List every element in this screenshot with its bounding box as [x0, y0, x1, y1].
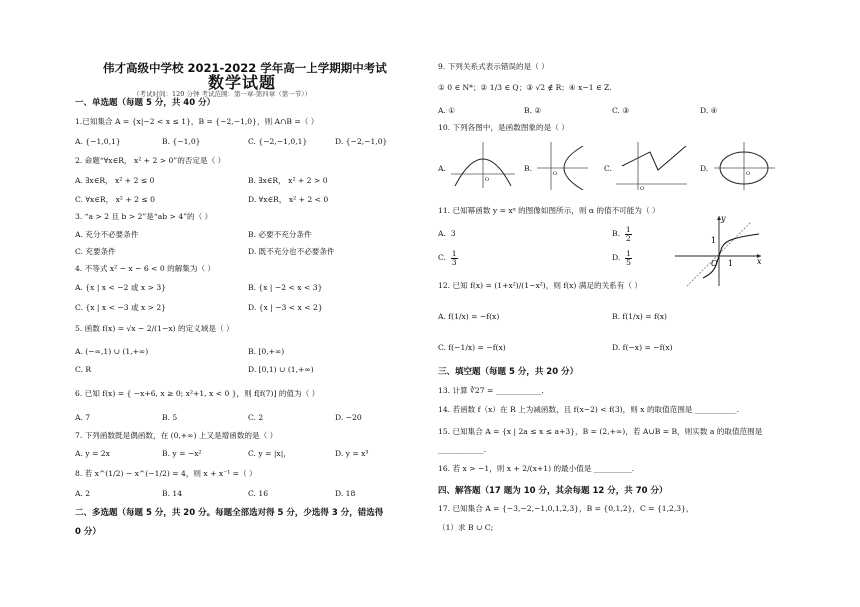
q12-option-d: D. f(−x) = −f(x): [612, 343, 673, 352]
q5-option-a: A. (−∞,1) ∪ (1,+∞): [75, 347, 149, 356]
q10-option-c: C.: [604, 164, 612, 173]
question-14: 14. 若函数 f（x）在 R 上为减函数，且 f(x−2) < f(3)，则 x 的取值范围是 ___________.: [438, 405, 740, 414]
q4-option-a: A. {x | x < −2 或 x > 3}: [75, 283, 167, 292]
q2-option-b: B. ∃x∈R， x² + 2 > 0: [248, 176, 328, 185]
question-1: 1.已知集合 A = {x|−2 < x ≤ 1}，B = {−2,−1,0}，则 A∩B =（ ）: [75, 117, 319, 126]
q11-b-den: 2: [625, 233, 631, 243]
question-4: 4. 不等式 x² − x − 6 < 0 的解集为（ ）: [75, 264, 216, 273]
q7-option-c: C. y = |x|，: [248, 449, 291, 458]
q11-c-den: 3: [451, 257, 457, 267]
question-15-blank: ____________.: [438, 445, 486, 454]
q10-option-a: A.: [438, 164, 446, 173]
q11-power-graph: [673, 212, 765, 288]
question-8: 8. 若 x^(1/2) − x^(−1/2) = 4，则 x + x⁻¹ =（ ）: [75, 469, 257, 478]
q11-graph-one-y: 1: [711, 236, 717, 245]
section-multiple-choice-cont: 0 分）: [75, 527, 101, 537]
exam-note: （考试时间：120 分钟 考试范围：第一章-第四章（第一节））: [133, 90, 311, 98]
subject-title: 数学试题: [208, 73, 277, 92]
q10-graph-c: [614, 140, 689, 192]
q7-option-a: A. y = 2x: [75, 449, 110, 458]
question-17-part-1: （1）求 B ∪ C;: [438, 523, 494, 532]
q11-d-den: 5: [626, 257, 631, 267]
q9-option-d: D. ④: [700, 106, 718, 115]
q10-graph-d: [712, 140, 777, 192]
question-2: 2. 命题“∀x∈R， x² + 2 > 0”的否定是（ ）: [75, 156, 226, 165]
question-15: 15. 已知集合 A = {x | 2a ≤ x ≤ a+3}，B = (2,+∞)，若 A∪B = B，则实数 a 的取值范围是: [438, 427, 763, 436]
q11-c-num: 1: [451, 249, 457, 258]
question-13: 13. 计算 ∛27 = ____________.: [438, 386, 544, 395]
question-5: 5. 函数 f(x) = √x − 2/(1−x) 的定义域是（ ）: [75, 324, 234, 333]
svg-text:O: O: [553, 171, 558, 177]
q11-graph-y-label: y: [721, 214, 726, 223]
q5-option-d: D. [0,1) ∪ (1,+∞): [248, 365, 314, 374]
q11-graph-origin: O: [711, 259, 718, 268]
section-single-choice: 一、单选题（每题 5 分，共 40 分）: [75, 98, 216, 108]
q6-option-a: A. 7: [75, 413, 91, 422]
q11-option-b: B. $\frac{1}{2}$: [612, 225, 631, 243]
q11-graph-one-x: 1: [728, 259, 734, 268]
section-answer: 四、解答题（17 题为 10 分，其余每题 12 分，共 70 分）: [438, 486, 668, 496]
q6-option-d: D. −20: [335, 413, 362, 422]
q1-option-a: A. {−1,0,1}: [75, 137, 121, 146]
q8-option-d: D. 18: [335, 489, 356, 498]
question-9-body: ① 0 ∈ N*；② 1/3 ∈ Q；③ √2 ∉ R；④ x−1 ∈ Z.: [438, 83, 612, 92]
svg-text:O: O: [640, 186, 645, 192]
q6-option-c: C. 2: [248, 413, 264, 422]
section-fill-in: 三、填空题（每题 5 分，共 20 分）: [438, 367, 579, 377]
q4-option-d: D. {x | −3 < x < 2}: [248, 303, 323, 312]
question-3: 3. “a > 2 且 b > 2”是“ab > 4”的（ ）: [75, 212, 213, 221]
q10-option-b: B.: [524, 164, 532, 173]
svg-text:O: O: [746, 171, 751, 177]
q9-option-c: C. ③: [612, 106, 630, 115]
q9-option-a: A. ①: [438, 106, 456, 115]
svg-text:O: O: [485, 177, 490, 183]
q3-option-a: A. 充分不必要条件: [75, 230, 139, 239]
question-12: 12. 已知 f(x) = (1+x²)/(1−x²)，则 f(x) 满足的关系有（ ）: [438, 281, 642, 290]
q8-option-a: A. 2: [75, 489, 91, 498]
q4-option-c: C. {x | x < −3 或 x > 2}: [75, 303, 167, 312]
question-17: 17. 已知集合 A = {−3,−2,−1,0,1,2,3}，B = {0,1,2}，C = {1,2,3}，: [438, 504, 694, 513]
q12-option-c: C. f(−1/x) = −f(x): [438, 343, 506, 352]
q3-option-b: B. 必要不充分条件: [248, 230, 312, 239]
question-10: 10. 下列各图中，是函数图象的是（ ）: [438, 123, 569, 132]
q11-option-a: A. 3: [438, 229, 456, 238]
q11-option-c: C. $\frac{1}{3}$: [438, 249, 457, 267]
q1-option-c: C. {−2,−1,0,1}: [248, 137, 308, 146]
q3-option-d: D. 既不充分也不必要条件: [248, 247, 335, 256]
q8-option-b: B. 14: [162, 489, 183, 498]
q5-option-c: C. R: [75, 365, 92, 374]
question-11: 11. 已知幂函数 y = xᵅ 的图像如图所示，则 α 的值不可能为（ ）: [438, 206, 660, 215]
q11-graph-x-label: x: [757, 257, 762, 266]
q10-graph-b: [535, 140, 590, 192]
q7-option-b: B. y = −x²: [162, 449, 202, 458]
q7-option-d: D. y = x³: [335, 449, 369, 458]
question-16: 16. 若 x > −1，则 x + 2/(x+1) 的最小值是 __________.: [438, 464, 635, 473]
q1-option-b: B. {−1,0}: [162, 137, 201, 146]
q11-d-num: 1: [626, 249, 631, 258]
q2-option-a: A. ∃x∈R， x² + 2 ≤ 0: [75, 176, 155, 185]
q12-option-a: A. f(1/x) = −f(x): [438, 312, 500, 321]
q11-b-num: 1: [625, 225, 631, 234]
q2-option-c: C. ∀x∈R， x² + 2 ≤ 0: [75, 195, 155, 204]
question-9: 9. 下列关系式表示错误的是（ ）: [438, 62, 549, 71]
q11-option-d: D. $\frac{1}{5}$: [612, 249, 631, 267]
q9-option-b: B. ②: [524, 106, 542, 115]
q8-option-c: C. 16: [248, 489, 269, 498]
q10-graph-a: [449, 140, 517, 190]
q4-option-b: B. {x | −2 < x < 3}: [248, 283, 323, 292]
q5-option-b: B. [0,+∞): [248, 347, 285, 356]
section-multiple-choice: 二、多选题（每题 5 分，共 20 分。每题全部选对得 5 分，少选得 3 分，错选得: [75, 508, 384, 518]
exam-title: 伟才高级中学校 2021-2022 学年高一上学期期中考试: [103, 61, 387, 75]
q6-option-b: B. 5: [162, 413, 178, 422]
question-7: 7. 下列函数既是偶函数，在 (0,+∞) 上又是增函数的是（ ）: [75, 431, 278, 440]
question-6: 6. 已知 f(x) = { −x+6, x ≥ 0; x²+1, x < 0 }，则 f[f(7)] 的值为（ ）: [75, 389, 320, 398]
q12-option-b: B. f(1/x) = f(x): [612, 312, 668, 321]
q10-option-d: D.: [700, 164, 709, 173]
q3-option-c: C. 充要条件: [75, 247, 116, 256]
q1-option-d: D. {−2,−1,0}: [335, 137, 388, 146]
q2-option-d: D. ∀x∈R， x² + 2 < 0: [248, 195, 329, 204]
